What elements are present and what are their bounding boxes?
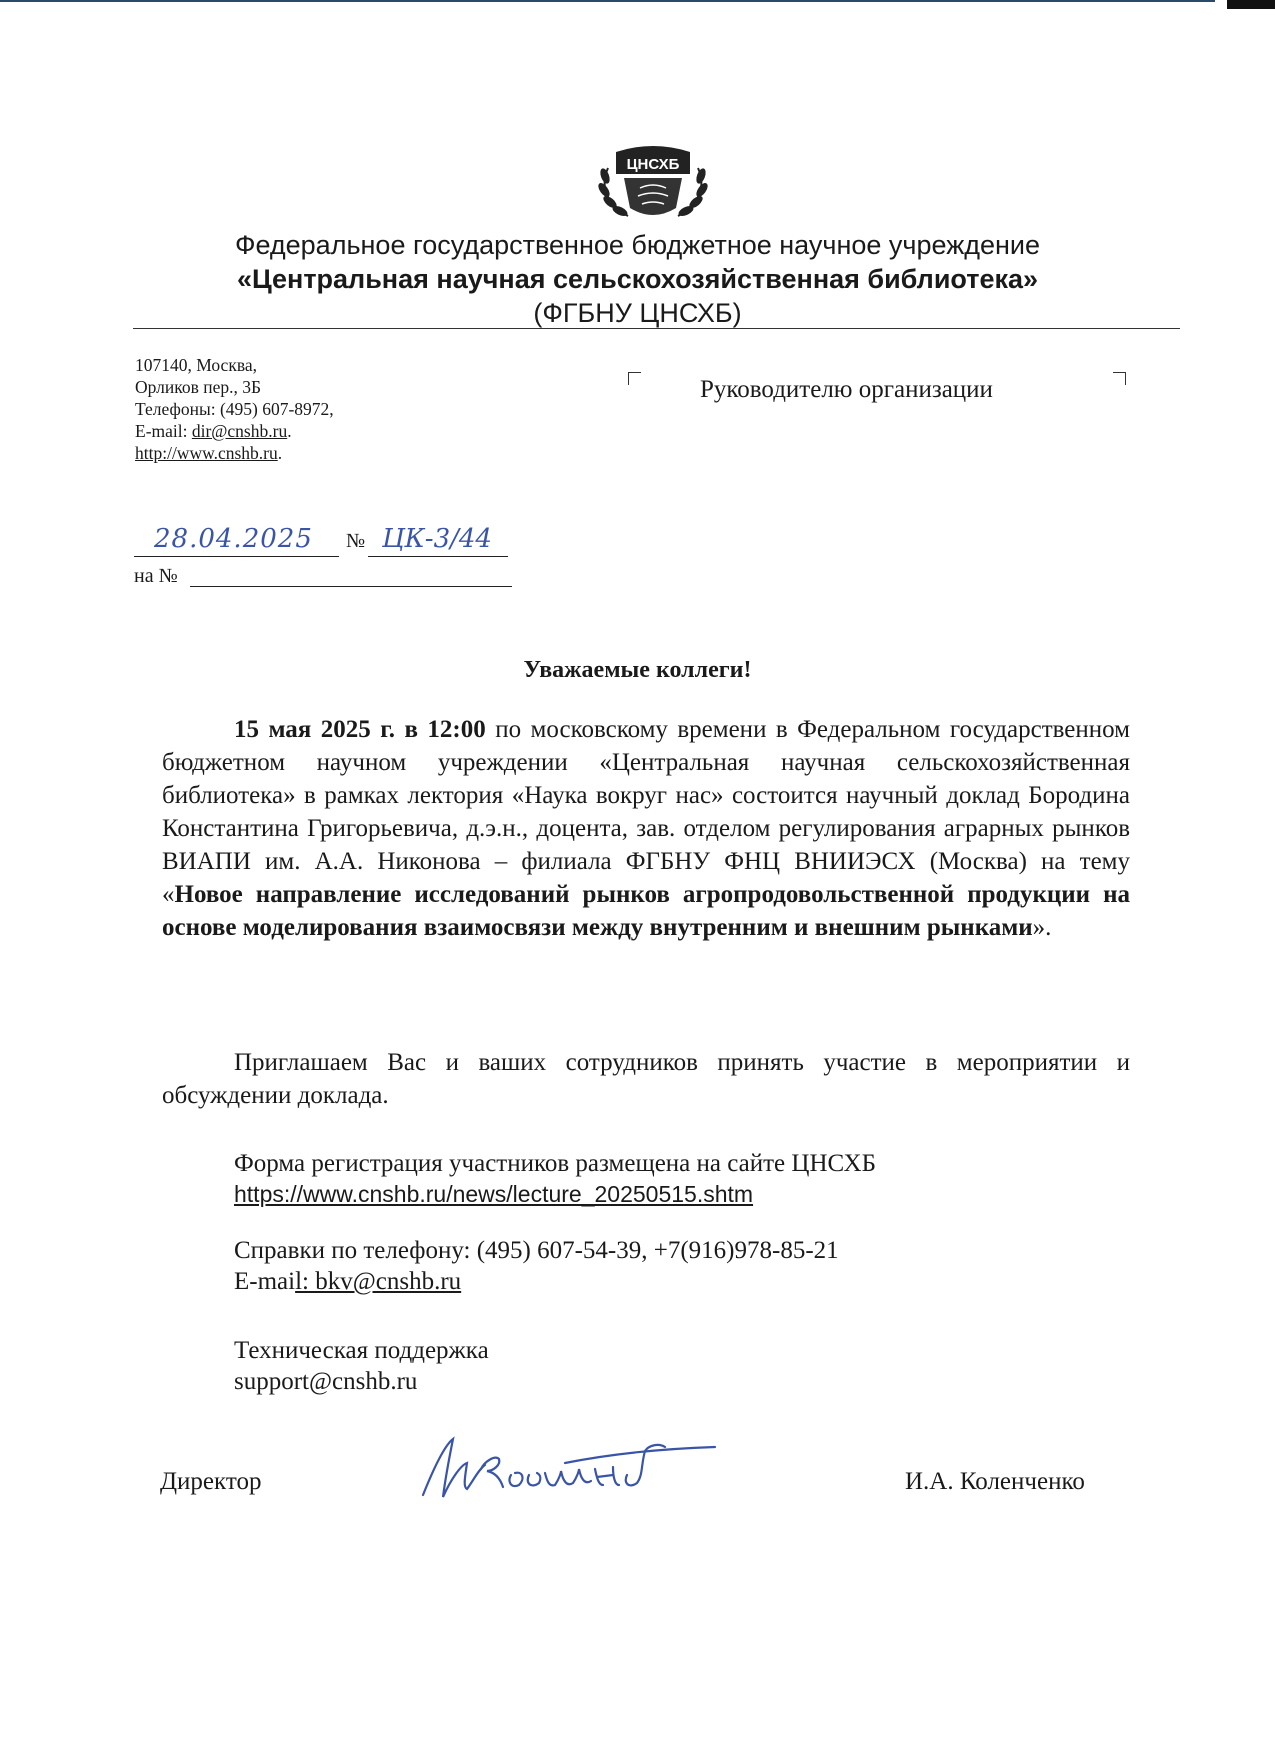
contact-email-label: E-mai: [234, 1268, 296, 1295]
reply-reference-underline: [190, 586, 512, 587]
handwritten-signature: [415, 1425, 735, 1515]
support-block: [234, 1335, 489, 1397]
recipient: Руководителю организации: [700, 376, 993, 403]
sender-email-tail: .: [287, 421, 292, 441]
event-datetime: 15 мая 2025 г. в 12:00: [234, 716, 486, 743]
contact-email-link[interactable]: l: bkv@cnshb.ru: [295, 1268, 462, 1295]
registration-text: Форма регистрация участников размещена на сайте ЦНСХБ: [234, 1150, 876, 1177]
sender-email-label: E-mail:: [135, 421, 192, 441]
number-label: №: [346, 530, 366, 552]
announcement-end: ».: [1032, 914, 1052, 941]
signatory-name: И.А. Коленченко: [905, 1468, 1085, 1495]
handwritten-number: ЦК-3/44: [382, 524, 492, 554]
sender-email-row: [135, 420, 334, 442]
recipient-bracket-right: [1113, 372, 1126, 385]
support-title: Техническая поддержка: [234, 1337, 489, 1364]
contact-block: [234, 1235, 839, 1297]
sender-website-tail: .: [277, 443, 283, 463]
svg-text:ЦНСХБ: ЦНСХБ: [626, 156, 680, 173]
support-email[interactable]: support@cnshb.ru: [234, 1368, 418, 1395]
sender-street: Орликов пер., 3Б: [135, 377, 262, 397]
announcement-text: по московскому времени в Федеральном государственном бюджетном научном учреждении «Центральная научная сельскохозяйственная библиотека» в рамках лектория «Наука вокруг нас» состоится научный доклад Бородина Константина Григорьевича, д.э.н., доцента, зав. отделом регулирования аграрных рынков ВИАПИ им. А.А. Никонова – филиала ФГБНУ ФНЦ ВНИИЭСХ (Москва) на тему «: [162, 716, 1130, 908]
contact-phones: Справки по телефону: (495) 607-54-39, +7(916)978-85-21: [234, 1237, 839, 1264]
sender-phones: Телефоны: (495) 607-8972,: [135, 399, 334, 419]
outgoing-reference: [134, 524, 514, 560]
header-divider: [133, 328, 1180, 329]
contact-email-row: [234, 1266, 839, 1297]
scan-corner-mark: [1227, 0, 1275, 9]
recipient-bracket-left: [628, 372, 641, 385]
header-line-1: Федеральное государственное бюджетное научное учреждение: [234, 230, 1041, 260]
registration-block: [234, 1148, 876, 1210]
greeting: Уважаемые коллеги!: [523, 657, 752, 683]
sender-website-link[interactable]: http://www.cnshb.ru: [135, 443, 278, 463]
header-line-2: «Центральная научная сельскохозяйственная библиотека»: [236, 264, 1039, 294]
sender-address: [135, 354, 334, 464]
header-line-3: (ФГБНУ ЦНСХБ): [533, 298, 742, 328]
handwritten-date: 28.04.2025: [154, 524, 313, 554]
sender-website-row: [135, 442, 334, 464]
number-underline: [368, 556, 508, 557]
date-underline: [134, 556, 339, 557]
reply-reference-label: на №: [134, 565, 178, 587]
scan-top-edge: [0, 0, 1215, 2]
lecture-topic: Новое направление исследований рынков агропродовольственной продукции на основе моделирования взаимосвязи между внутренним и внешним рынками: [162, 881, 1130, 941]
organization-logo: [588, 138, 718, 226]
paragraph-announcement: [162, 713, 1130, 944]
sender-postal: 107140, Москва,: [135, 355, 258, 375]
paragraph-invitation: Приглашаем Вас и ваших сотрудников принять участие в мероприятии и обсуждении доклада.: [162, 1049, 1130, 1109]
sender-email-link[interactable]: dir@cnshb.ru: [191, 421, 288, 441]
signatory-title: Директор: [160, 1468, 262, 1495]
registration-link[interactable]: https://www.cnshb.ru/news/lecture_20250515.shtm: [234, 1181, 754, 1207]
